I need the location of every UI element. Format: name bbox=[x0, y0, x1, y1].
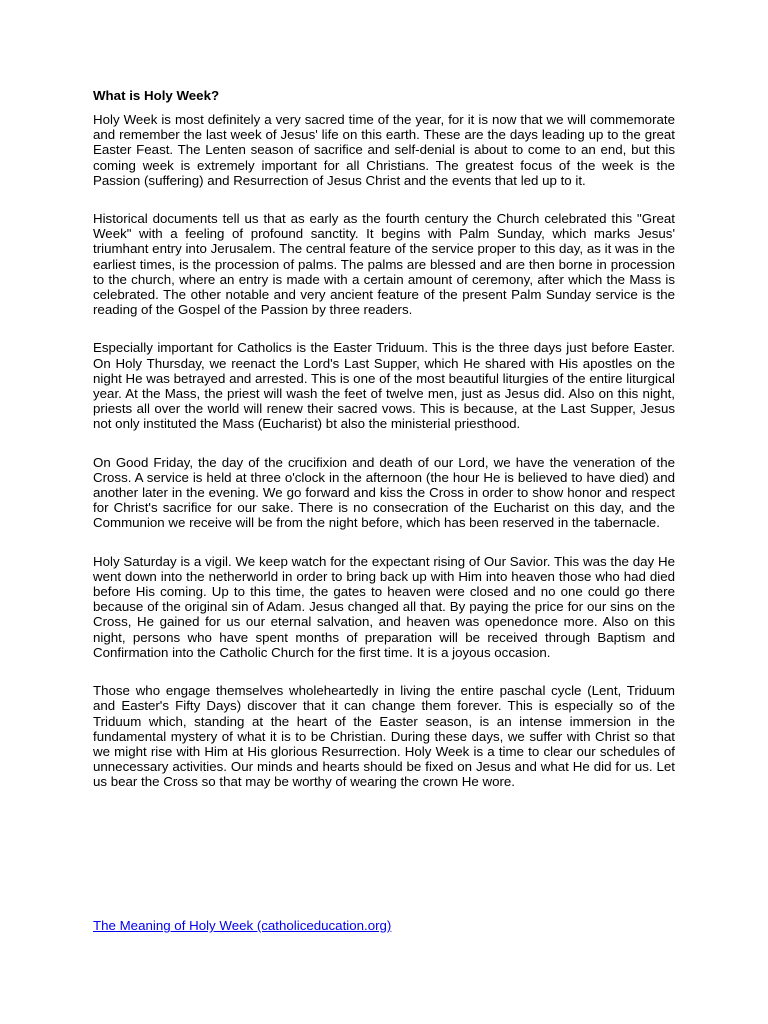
document-page bbox=[93, 88, 675, 933]
paragraph-triduum: Especially important for Catholics is the Easter Triduum. This is the three days just before Easter. On Holy Thursday, we reenact the Lord's Last Supper, which He shared with His apostles on the night He was betrayed and arrested. This is one of the most beautiful liturgies of the entire liturgical year. At the Mass, the priest will wash the feet of twelve men, just as Jesus did. Also on this night, priests all over the world will renew their sacred vows. This is because, at the Last Supper, Jesus not only instituted the Mass (Eucharist) bt also the ministerial priesthood. bbox=[93, 340, 675, 432]
paragraph-intro: Holy Week is most definitely a very sacred time of the year, for it is now that we will commemorate and remember the last week of Jesus' life on this earth. These are the days leading up to the great Easter Feast. The Lenten season of sacrifice and self-denial is about to come to an end, but this coming week is extremely important for all Christians. The greatest focus of the week is the Passion (suffering) and Resurrection of Jesus Christ and the events that led up to it. bbox=[93, 112, 675, 188]
document-heading: What is Holy Week? bbox=[93, 88, 220, 103]
paragraph-history: Historical documents tell us that as early as the fourth century the Church celebrated this "Great Week" with a feeling of profound sanctity. It begins with Palm Sunday, which marks Jesus' triumhant entry into Jerusalem. The central feature of the service proper to this day, as it was in the earliest times, is the procession of palms. The palms are blessed and are then borne in procession to the church, where an entry is made with a certain amount of ceremony, after which the Mass is celebrated. The other notable and very ancient feature of the present Palm Sunday service is the reading of the Gospel of the Passion by three readers. bbox=[93, 211, 675, 318]
paragraph-good-friday: On Good Friday, the day of the crucifixion and death of our Lord, we have the veneration of the Cross. A service is held at three o'clock in the afternoon (the hour He is believed to have died) and another later in the evening. We go forward and kiss the Cross in order to show honor and respect for Christ's sacrifice for our sake. There is no consecration of the Eucharist on this day, and the Communion we receive will be from the night before, which has been reserved in the tabernacle. bbox=[93, 454, 675, 531]
paragraph-conclusion: Those who engage themselves wholeheartedly in living the entire paschal cycle (Lent, Triduum and Easter's Fifty Days) discover that it can change them forever. This is especially so of the Triduum which, standing at the heart of the Easter season, is an intense immersion in the fundamental mystery of what it is to be Christian. During these days, we suffer with Christ so that we might rise with Him at His glorious Resurrection. Holy Week is a time to clear our schedules of unnecessary activities. Our minds and hearts should be fixed on Jesus and what He did for us. Let us bear the Cross so that may be worthy of wearing the crown He wore. bbox=[93, 683, 675, 790]
paragraph-holy-saturday: Holy Saturday is a vigil. We keep watch for the expectant rising of Our Savior. This was the day He went down into the netherworld in order to bring back up with Him into heaven those who had died before His coming. Up to this time, the gates to heaven were closed and no one could go there because of the original sin of Adam. Jesus changed all that. By paying the price for our sins on the Cross, He gained for us our eternal salvation, and heaven was openedonce more. Also on this night, persons who have spent months of preparation will be received through Baptism and Confirmation into the Catholic Church for the first time. It is a joyous occasion. bbox=[93, 553, 675, 660]
source-link[interactable]: The Meaning of Holy Week (catholiceducation.org) bbox=[93, 918, 392, 933]
